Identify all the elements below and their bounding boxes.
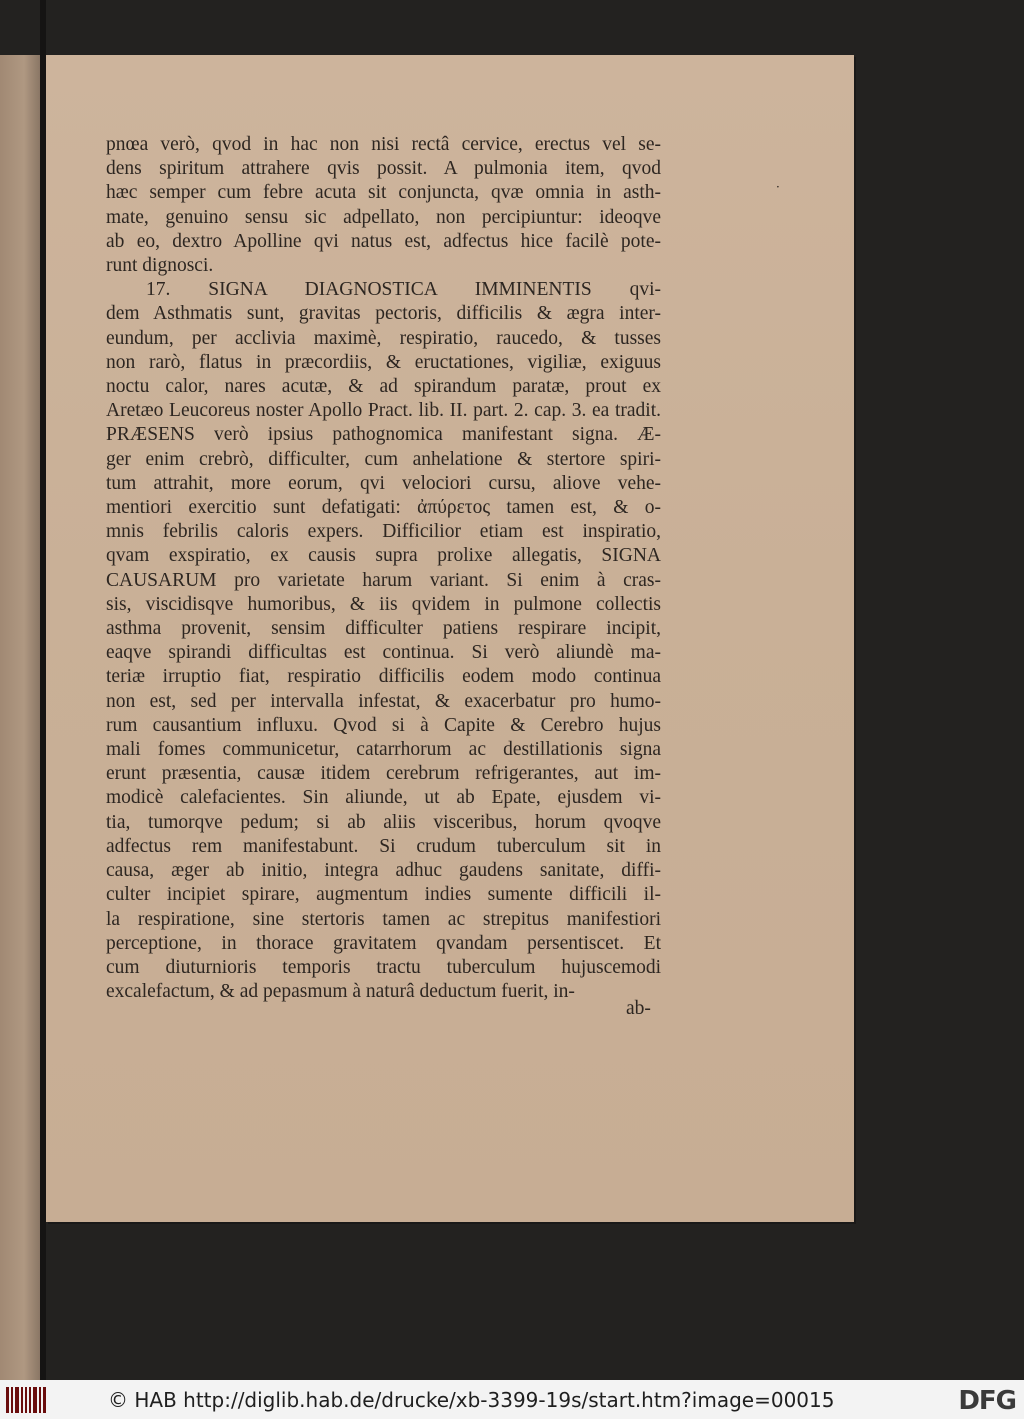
book-page — [46, 55, 854, 1222]
text-line: Aretæo Leucoreus noster Apollo Pract. lib. II. part. 2. cap. 3. ea tradit. — [106, 400, 661, 422]
text-line: teriæ irruptio fiat, respiratio difficilis eodem modo continua — [106, 666, 661, 688]
text-line: 17. SIGNA DIAGNOSTICA IMMINENTIS qvi- — [146, 279, 661, 301]
text-line: causa, æger ab initio, integra adhuc gaudens sanitate, diffi- — [106, 860, 661, 882]
text-line: modicè calefacientes. Sin aliunde, ut ab Epate, ejusdem vi- — [106, 787, 661, 809]
text-line: ab eo, dextro Apolline qvi natus est, adfectus hice facilè pote- — [106, 230, 661, 252]
text-line: ger enim crebrò, difficulter, cum anhelatione & stertore spiri- — [106, 448, 661, 470]
copyright-url[interactable]: © HAB http://diglib.hab.de/drucke/xb-3399-19s/start.htm?image=00015 — [108, 1387, 835, 1412]
text-line: pnœa verò, qvod in hac non nisi rectâ cervice, erectus vel se- — [106, 134, 661, 155]
hab-logo-icon — [6, 1387, 46, 1413]
text-line: asthma provenit, sensim difficulter patiens respirare incipit, — [106, 618, 661, 640]
text-line: cum diuturnioris temporis tractu tuberculum hujuscemodi — [106, 956, 661, 978]
text-line: erunt præsentia, causæ itidem cerebrum refrigerantes, aut im- — [106, 763, 661, 785]
text-line: mate, genuino sensu sic adpellato, non percipiuntur: ideoqve — [106, 206, 661, 228]
text-line: PRÆSENS verò ipsius pathognomica manifestant signa. Æ- — [106, 424, 661, 446]
text-line: CAUSARUM pro varietate harum variant. Si enim à cras- — [106, 569, 661, 591]
page-text — [106, 133, 661, 1004]
text-line: rum causantium influxu. Qvod si à Capite & Cerebro hujus — [106, 714, 661, 736]
text-line: perceptione, in thorace gravitatem qvandam persentiscet. Et — [106, 932, 661, 954]
text-line: noctu calor, nares acutæ, & ad spirandum paratæ, prout ex — [106, 376, 661, 398]
dfg-logo: DFG — [958, 1386, 1016, 1416]
text-line: hæc semper cum febre acuta sit conjuncta, qvæ omnia in asth- — [106, 182, 661, 204]
text-line: mali fomes communicetur, catarrhorum ac destillationis signa — [106, 739, 661, 761]
text-line: dens spiritum attrahere qvis possit. A pulmonia item, qvod — [106, 158, 661, 180]
facing-page-edge — [0, 55, 40, 1380]
text-line: non est, sed per intervalla infestat, & exacerbatur pro humo- — [106, 690, 661, 712]
text-line: runt dignosci. — [106, 255, 214, 277]
text-line: qvam exspiratio, ex causis supra prolixe allegatis, SIGNA — [106, 545, 661, 567]
text-line: sis, viscidisqve humoribus, & iis qvidem in pulmone collectis — [106, 593, 661, 615]
text-line: culter incipiet spirare, augmentum indies sumente difficili il- — [106, 884, 661, 906]
text-line: tia, tumorqve pedum; si ab aliis visceribus, horum qvoqve — [106, 811, 661, 833]
margin-mark: · — [776, 180, 780, 194]
text-line: mnis febrilis caloris expers. Difficilior etiam est inspiratio, — [106, 521, 661, 543]
text-line: eaqve spirandi difficultas est continua. Si verò aliundè ma- — [106, 642, 661, 664]
text-line: excalefactum, & ad pepasmum à naturâ deductum fuerit, in- — [106, 981, 575, 1003]
text-line: non rarò, flatus in præcordiis, & eructationes, vigiliæ, exiguus — [106, 351, 661, 373]
text-line: la respiratione, sine stertoris tamen ac strepitus manifestiori — [106, 908, 661, 930]
text-line: eundum, per acclivia maximè, respiratio, raucedo, & tusses — [106, 327, 661, 349]
text-line: tum attrahit, more eorum, qvi velociori cursu, aliove vehe- — [106, 472, 661, 494]
footer-bar — [0, 1380, 1024, 1419]
text-line: mentiori exercitio sunt defatigati: ἀπύρετος tamen est, & o- — [106, 497, 661, 519]
text-line: adfectus rem manifestabunt. Si crudum tuberculum sit in — [106, 835, 661, 857]
text-line: dem Asthmatis sunt, gravitas pectoris, difficilis & ægra inter- — [106, 303, 661, 325]
catchword: ab- — [626, 998, 651, 1019]
